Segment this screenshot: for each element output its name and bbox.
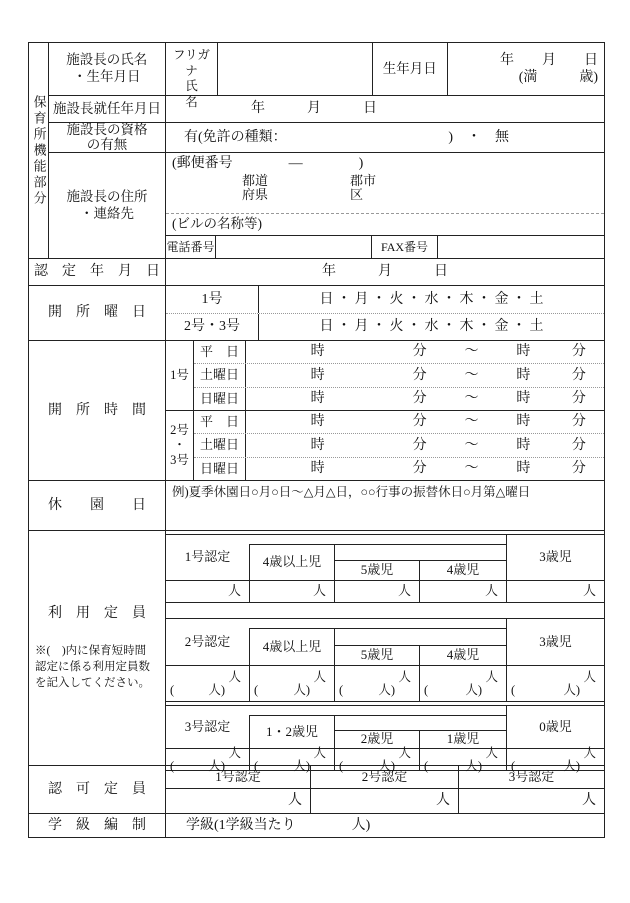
weekday-label: 平 日: [194, 411, 246, 433]
time-input-saturday-1[interactable]: [246, 364, 604, 386]
unit-label: 人: [313, 669, 326, 684]
unit-label: 人: [228, 745, 241, 760]
qualification-label-line2: の有無: [86, 136, 128, 152]
building-name-input[interactable]: (ビルの名称等): [166, 214, 604, 236]
capacity-note-line1: ※( )内に保育短時間: [35, 645, 147, 658]
capacity-input[interactable]: [334, 580, 419, 602]
age-1-2-label: 1・2歳児: [249, 716, 334, 748]
hours-row: [194, 364, 604, 387]
hour-label: 時: [516, 461, 531, 477]
header-spacer: [249, 535, 506, 545]
qualification-label-line1: 施設長の資格: [66, 121, 148, 137]
unit-label: 人: [485, 745, 498, 760]
paren-unit: 人): [465, 758, 482, 773]
sunday-label: 日曜日: [194, 458, 246, 480]
weekday-label: 平 日: [194, 341, 246, 363]
capacity-input[interactable]: [419, 580, 506, 602]
minute-label: 分: [571, 414, 586, 430]
hour-label: 時: [310, 367, 325, 383]
director-rows: [49, 43, 604, 258]
no3-certification-label: 3号認定: [184, 718, 231, 734]
licensed-capacity-input[interactable]: [459, 789, 604, 813]
open-days-row-no1: [166, 286, 604, 314]
hour-label: 時: [516, 414, 531, 430]
time-input-saturday-23[interactable]: [246, 434, 604, 456]
saturday-label: 土曜日: [194, 434, 246, 456]
capacity-block-no2: [166, 618, 604, 702]
no1-days-select[interactable]: 日 ・ 月 ・ 火 ・ 水 ・ 木 ・ 金 ・ 土: [319, 291, 544, 307]
hour-label: 時: [310, 344, 325, 360]
address-label: [49, 153, 166, 258]
closed-days-label: 休 園 日: [29, 481, 166, 530]
minute-label: 分: [412, 414, 427, 430]
licensed-capacity-input[interactable]: [166, 789, 311, 813]
paren-unit: 人): [293, 758, 310, 773]
header-spacer: [249, 619, 506, 629]
capacity-blocks: [166, 531, 604, 773]
paren-unit: 人): [208, 682, 225, 697]
capacity-label: 利 用 定 員: [48, 605, 146, 621]
paren-open: (: [254, 758, 259, 773]
capacity-block-no1: [166, 534, 604, 603]
minute-label: 分: [412, 391, 427, 407]
tilde: ～: [464, 391, 479, 407]
unit-label: 人: [398, 745, 411, 760]
minute-label: 分: [412, 461, 427, 477]
capacity-input[interactable]: [506, 580, 604, 602]
paren-open: (: [170, 758, 175, 773]
appointment-row: [49, 96, 604, 123]
age-3-label: 3歳児: [506, 535, 604, 580]
postal-code-label: (郵便番号 ― ): [172, 156, 364, 171]
paren-unit: 人): [465, 682, 482, 697]
no2-label: 2号: [170, 423, 189, 437]
qualification-label: [49, 123, 166, 152]
time-input-weekday-23[interactable]: [246, 411, 604, 433]
qualification-value-cell[interactable]: [166, 123, 604, 152]
unit-label: 人: [582, 583, 596, 599]
tilde: ～: [464, 414, 479, 430]
capacity-label-cell: [29, 531, 166, 765]
paren-open: (: [511, 682, 516, 697]
class-organization-input[interactable]: 学級(1学級当たり 人): [186, 817, 371, 833]
age-4-label: 4歳児: [419, 645, 506, 665]
gunshiku-label: [350, 174, 376, 204]
unit-label: 人: [398, 669, 411, 684]
paren-open: (: [339, 682, 344, 697]
unit-label: 人: [227, 583, 241, 599]
capacity-input[interactable]: [419, 665, 506, 701]
facility-director-section: [29, 43, 604, 259]
capacity-input[interactable]: [249, 665, 334, 701]
capacity-input[interactable]: [166, 580, 249, 602]
hours-row: [194, 411, 604, 434]
hours-group-no23: [166, 411, 604, 480]
tilde: ～: [464, 461, 479, 477]
licensed-capacity-label: 認 可 定 員: [29, 766, 166, 813]
age-2-label: 2歳児: [334, 730, 419, 748]
open-hours-section: [29, 341, 604, 481]
hours-row: [194, 434, 604, 457]
header-spacer: [334, 629, 506, 645]
open-hours-groups: [166, 341, 604, 480]
open-days-section: [29, 286, 604, 341]
qualification-row: [49, 123, 604, 153]
paren-unit: 人): [378, 758, 395, 773]
header-spacer: [334, 716, 506, 730]
no1-col-label: 1号認定: [166, 766, 311, 788]
appointment-value-cell[interactable]: [166, 96, 604, 122]
phone-row: [166, 236, 604, 258]
class-organization-label: 学 級 編 制: [29, 814, 166, 837]
hour-label: 時: [310, 391, 325, 407]
licensed-capacity-values: [166, 789, 604, 813]
no2-col-label: 2号認定: [311, 766, 459, 788]
hours-group-no1: [166, 341, 604, 411]
address-cells: [166, 153, 604, 258]
unit-label: 人: [436, 793, 450, 809]
unit-label: 人: [583, 669, 596, 684]
paren-open: (: [339, 758, 344, 773]
paren-unit: 人): [208, 758, 225, 773]
birthdate-label: 生年月日: [373, 43, 448, 95]
hour-label: 時: [310, 437, 325, 453]
header-spacer: [334, 545, 506, 560]
gunshiku-line1: 郡市: [350, 172, 377, 188]
certification-ymd: 年 月 日: [322, 264, 448, 280]
no1-label: 1号: [166, 286, 259, 313]
certification-date-row: [29, 259, 604, 286]
qualification-yes: 有(免許の種類：: [184, 129, 287, 145]
fax-input[interactable]: [438, 236, 604, 258]
minute-label: 分: [571, 461, 586, 477]
licensed-capacity-cells: [166, 766, 604, 813]
hours-row: [194, 341, 604, 364]
age-4-label: 4歳児: [419, 560, 506, 580]
tel-input[interactable]: [216, 236, 372, 258]
capacity-note-line2: 認定に係る利用定員数: [35, 660, 150, 673]
tilde: ～: [464, 437, 479, 453]
hours-no1-label: 1号: [166, 341, 194, 410]
director-name-input[interactable]: [218, 43, 372, 95]
tilde: ～: [464, 367, 479, 383]
birthdate-ymd: 年 月 日: [500, 52, 599, 68]
paren-open: (: [511, 758, 516, 773]
section-side-label: 保育所機能部分: [29, 43, 49, 258]
no2-certification-label: 2号認定: [184, 633, 231, 649]
open-days-row-no23: [166, 314, 604, 341]
saturday-label: 土曜日: [194, 364, 246, 386]
address-label-line1: 施設長の住所: [66, 188, 148, 204]
hours-row: [194, 388, 604, 410]
capacity-input[interactable]: [249, 580, 334, 602]
minute-label: 分: [571, 367, 586, 383]
capacity-input[interactable]: [334, 665, 419, 701]
tel-label: 電話番号: [166, 236, 216, 258]
age-3-label: 3歳児: [506, 619, 604, 665]
hour-label: 時: [310, 414, 325, 430]
unit-label: 人: [228, 669, 241, 684]
time-input-sunday-1[interactable]: [246, 388, 604, 410]
certification-date-label: 認 定 年 月 日: [29, 259, 166, 285]
hour-label: 時: [516, 391, 531, 407]
hours-no23-label: [166, 411, 194, 480]
no3-col-label: 3号認定: [508, 769, 555, 785]
birthdate-value-cell[interactable]: [448, 43, 604, 95]
age-0-label: 0歳児: [506, 706, 604, 748]
open-days-label: 開 所 曜 日: [29, 286, 166, 340]
certification-date-input[interactable]: [166, 259, 604, 285]
minute-label: 分: [412, 344, 427, 360]
header-spacer: [249, 706, 506, 716]
director-name-label-line2: ・生年月日: [73, 69, 141, 84]
capacity-input[interactable]: [166, 665, 249, 701]
hour-label: 時: [516, 367, 531, 383]
paren-open: (: [254, 682, 259, 697]
hours-row: [194, 458, 604, 480]
birthdate-age: (満 歳): [518, 70, 599, 85]
appointment-ymd: 年 月 日: [251, 101, 377, 117]
licensed-capacity-header: [166, 766, 604, 789]
minute-label: 分: [412, 367, 427, 383]
unit-label: 人: [583, 745, 596, 760]
capacity-section: [29, 531, 604, 773]
no1-certification-label: 1号認定: [184, 549, 231, 565]
todofuken-line1: 都道: [242, 172, 269, 188]
unit-label: 人: [397, 583, 411, 599]
no23-days-select[interactable]: 日 ・ 月 ・ 火 ・ 水 ・ 木 ・ 金 ・ 土: [319, 319, 544, 334]
todofuken-line2: 府県: [242, 187, 269, 203]
unit-label: 人: [582, 793, 596, 809]
unit-label: 人: [484, 583, 498, 599]
no3-label: 3号: [170, 453, 189, 467]
time-input-sunday-23[interactable]: [246, 458, 604, 480]
capacity-block-no3: [166, 705, 604, 771]
address-label-line2: ・連絡先: [80, 205, 134, 221]
sunday-label: 日曜日: [194, 388, 246, 410]
age-5-label: 5歳児: [334, 560, 419, 580]
age-1-label: 1歳児: [419, 730, 506, 748]
open-hours-label: 開 所 時 間: [29, 341, 166, 480]
paren-open: (: [424, 758, 429, 773]
minute-label: 分: [412, 437, 427, 453]
unit-label: 人: [312, 583, 326, 599]
no23-label: 2号・3号: [166, 314, 259, 341]
paren-unit: 人): [293, 682, 310, 697]
hour-label: 時: [310, 461, 325, 477]
licensed-capacity-input[interactable]: [311, 789, 459, 813]
furigana-name-header: [166, 43, 223, 109]
age-5-label: 5歳児: [334, 645, 419, 665]
dot: ・: [173, 438, 186, 452]
address-input-area[interactable]: [166, 153, 604, 214]
fax-label: FAX番号: [372, 236, 438, 258]
tilde: ～: [464, 344, 479, 360]
closed-days-row: [29, 481, 604, 531]
qualification-no: ) ・ 無: [448, 129, 509, 145]
closed-days-input[interactable]: 例)夏季休園日○月○日～△月△日，○○行事の振替休日○月第△曜日: [172, 485, 531, 499]
minute-label: 分: [571, 391, 586, 407]
minute-label: 分: [571, 437, 586, 453]
appointment-label: 施設長就任年月日: [49, 96, 166, 122]
age-4plus-label: 4歳以上児: [249, 545, 334, 580]
prefecture-line: [172, 174, 598, 204]
unit-label: 人: [288, 793, 302, 809]
director-name-label-line1: 施設長の氏名: [66, 52, 148, 68]
paren-unit: 人): [563, 682, 580, 697]
hour-label: 時: [516, 437, 531, 453]
class-organization-row: [29, 814, 604, 837]
unit-label: 人: [485, 669, 498, 684]
licensed-capacity-section: [29, 766, 604, 814]
paren-open: (: [170, 682, 175, 697]
capacity-input[interactable]: [506, 665, 604, 701]
todofuken-label: [242, 174, 268, 204]
minute-label: 分: [571, 344, 586, 360]
gunshiku-line2: 区: [350, 187, 364, 203]
time-input-weekday-1[interactable]: [246, 341, 604, 363]
hour-label: 時: [516, 344, 531, 360]
shimei-label: 氏 名: [185, 79, 223, 109]
unit-label: 人: [313, 745, 326, 760]
childcare-facility-form: [28, 42, 605, 838]
open-days-rows: [166, 286, 604, 340]
age-4plus-label: 4歳以上児: [249, 629, 334, 665]
paren-unit: 人): [378, 682, 395, 697]
paren-open: (: [424, 682, 429, 697]
furigana-label: フリガナ: [173, 48, 210, 78]
capacity-note: [35, 644, 159, 691]
address-row: [49, 153, 604, 258]
paren-unit: 人): [563, 758, 580, 773]
capacity-note-line3: を記入してください。: [35, 676, 150, 689]
director-name-label: [49, 43, 166, 95]
